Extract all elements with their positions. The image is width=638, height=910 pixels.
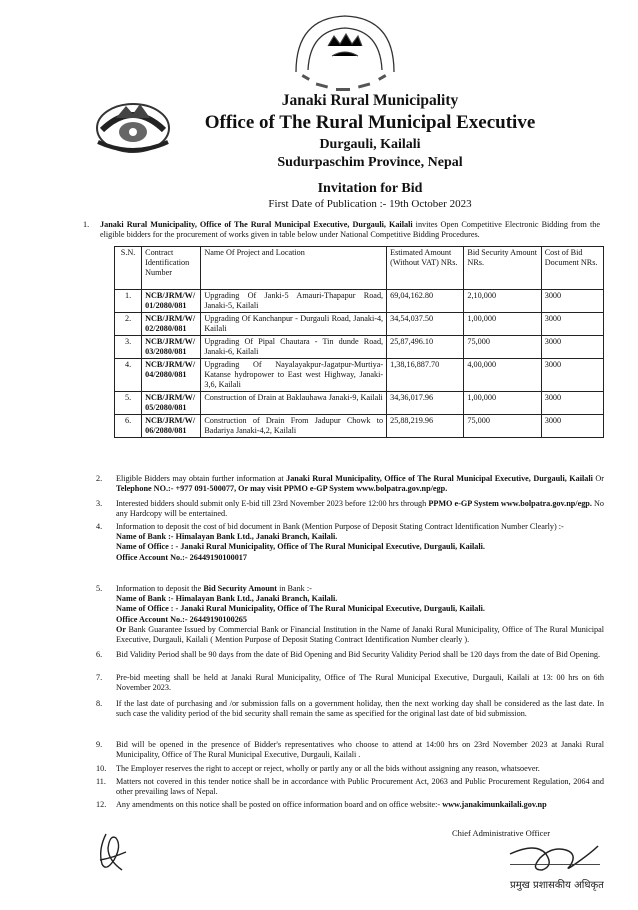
item-number: 12. bbox=[96, 800, 107, 809]
item-text: www.janakimunkailali.gov.np bbox=[442, 800, 547, 809]
header-bid-security: Bid Security Amount NRs. bbox=[464, 247, 541, 290]
item-text: Name of Bank :- Himalayan Bank Ltd., Janaki Branch, Kailali. bbox=[116, 532, 338, 542]
notice-item-2 bbox=[96, 474, 604, 494]
item-number: 3. bbox=[96, 499, 103, 508]
table-row bbox=[115, 415, 604, 438]
cell-sn: 5. bbox=[115, 392, 142, 415]
office-location: Durgauli, Kailali bbox=[319, 137, 421, 152]
cell-contract-id: NCB/JRM/W/ 02/2080/081 bbox=[142, 313, 201, 336]
item-text: Bid Security Amount bbox=[203, 584, 278, 593]
cell-contract-id: NCB/JRM/W/ 04/2080/081 bbox=[142, 359, 201, 392]
table-row bbox=[115, 313, 604, 336]
notice-item-6 bbox=[96, 650, 604, 660]
header-contract-id: Contract Identification Number bbox=[142, 247, 201, 290]
item-number: 10. bbox=[96, 764, 107, 773]
item-text: If the last date of purchasing and /or submission falls on a government holiday, then the next working day shall be considered as the last date. In such case the validity period of the bid security shall remain the same as specified for the original last date of bid submission. bbox=[116, 699, 604, 719]
notice-item-5 bbox=[96, 584, 604, 645]
table-row bbox=[115, 290, 604, 313]
notice-title: Invitation for Bid bbox=[317, 181, 423, 196]
item-text: Name of Office : - Janaki Rural Municipality, Office of The Rural Municipal Executive, Durgauli, Kailali. bbox=[116, 542, 485, 552]
notice-item-9 bbox=[96, 740, 604, 760]
header-project-name: Name Of Project and Location bbox=[201, 247, 387, 290]
publication-date: First Date of Publication :- 19th October 2023 bbox=[268, 198, 472, 210]
item-text: No any Hardcopy will be entertained. bbox=[116, 499, 604, 519]
header-document-cost: Cost of Bid Document NRs. bbox=[541, 247, 603, 290]
officer-signature-stamp bbox=[506, 840, 610, 892]
cell-sn: 1. bbox=[115, 290, 142, 313]
cell-estimated-amount: 25,88,219.96 bbox=[387, 415, 464, 438]
designation: Chief Administrative Officer bbox=[452, 828, 551, 838]
cell-document-cost: 3000 bbox=[541, 392, 603, 415]
item-text: Or bbox=[116, 624, 127, 634]
item-text: Bid Validity Period shall be 90 days from the date of Bid Opening and Bid Security Validity Period shall be 120 days from the date of Bid Opening. bbox=[116, 650, 601, 659]
office-seal-stamp-icon bbox=[282, 6, 408, 106]
item-text: Name of Office : - Janaki Rural Municipality, Office of The Rural Municipal Executive, Durgauli, Kailali. bbox=[116, 604, 485, 614]
cell-estimated-amount: 25,87,496.10 bbox=[387, 336, 464, 359]
handwritten-initial-signature bbox=[92, 830, 134, 876]
cell-project-name: Upgrading Of Nayalayakpur-Jagatpur-Murtiya-Katanse hydropower to East west Highway, Janaki-3,6, Kailali bbox=[201, 359, 387, 392]
table-row bbox=[115, 359, 604, 392]
cell-bid-security: 4,00,000 bbox=[464, 359, 541, 392]
cell-document-cost: 3000 bbox=[541, 336, 603, 359]
item-text: Information to deposit the bbox=[116, 584, 204, 593]
item-number: 9. bbox=[96, 740, 103, 749]
office-name: Office of The Rural Municipal Executive bbox=[204, 112, 536, 133]
item-text: Eligible Bidders may obtain further information at bbox=[116, 474, 287, 483]
table-row bbox=[115, 336, 604, 359]
cell-sn: 2. bbox=[115, 313, 142, 336]
item-text: Office Account No.:- 26449190100017 bbox=[116, 552, 247, 562]
cell-document-cost: 3000 bbox=[541, 290, 603, 313]
item-text: Name of Bank :- Himalayan Bank Ltd., Janaki Branch, Kailali. bbox=[116, 594, 338, 604]
item-number: 4. bbox=[96, 522, 103, 531]
item-text: Janaki Rural Municipality, Office of The Rural Municipal Executive, Durgauli, Kailali bbox=[286, 474, 593, 483]
cell-project-name: Upgrading Of Janki-5 Amauri-Thapapur Road, Janaki-5, Kailali bbox=[201, 290, 387, 313]
table-header-row bbox=[115, 247, 604, 290]
cell-contract-id: NCB/JRM/W/ 01/2080/081 bbox=[142, 290, 201, 313]
item-text: Office Account No.:- 26449190100265 bbox=[116, 614, 247, 624]
cell-document-cost: 3000 bbox=[541, 313, 603, 336]
item-number: 7. bbox=[96, 673, 103, 682]
cell-document-cost: 3000 bbox=[541, 415, 603, 438]
item-text: Any amendments on this notice shall be posted on office information board and on office website:- bbox=[116, 800, 443, 809]
cell-bid-security: 1,00,000 bbox=[464, 392, 541, 415]
cell-estimated-amount: 1,38,16,887.70 bbox=[387, 359, 464, 392]
notice-item-3 bbox=[96, 499, 604, 519]
item-text: Bank Guarantee Issued by Commercial Bank or Financial Institution in the Name of Janaki Rural Municipality, Office of The Rural Municipal Executive, Durgauli, Kailali ( Mention Purpose of Deposit Stating Contract Identification Number clearly ). bbox=[116, 624, 604, 645]
item-number: 11. bbox=[96, 777, 106, 786]
municipality-name: Janaki Rural Municipality bbox=[281, 92, 459, 109]
cell-document-cost: 3000 bbox=[541, 359, 603, 392]
item-text: Telephone NO.:- +977 091-500077, Or may visit PPMO e-GP System www.bolpatra.gov.np/egp. bbox=[116, 484, 448, 494]
paragraph-1-bold: Janaki Rural Municipality, Office of The Rural Municipal Executive, Durgauli, Kailali bbox=[100, 220, 413, 229]
cell-estimated-amount: 34,54,037.50 bbox=[387, 313, 464, 336]
cell-contract-id: NCB/JRM/W/ 05/2080/081 bbox=[142, 392, 201, 415]
cell-project-name: Upgrading Of Kanchanpur - Durgauli Road, Janaki-4, Kailali bbox=[201, 313, 387, 336]
item-text: Pre-bid meeting shall be held at Janaki Rural Municipality, Office of The Rural Municipal Executive, Durgauli, Kailali at 13: 00 hrs on 6th November 2023. bbox=[116, 673, 604, 693]
notice-item-10 bbox=[96, 764, 604, 774]
item-number: 5. bbox=[96, 584, 103, 593]
cell-contract-id: NCB/JRM/W/ 03/2080/081 bbox=[142, 336, 201, 359]
cell-contract-id: NCB/JRM/W/ 06/2080/081 bbox=[142, 415, 201, 438]
item-number: 6. bbox=[96, 650, 103, 659]
item-text: Interested bidders should submit only E-bid till 23rd November 2023 before 12:00 hrs through bbox=[116, 499, 429, 508]
works-table bbox=[114, 246, 604, 438]
item-number: 1. bbox=[83, 220, 90, 229]
item-text: Bid will be opened in the presence of Bidder's representatives who choose to attend at 14:00 hrs on 23rd November 2023 at Janaki Rural Municipality, Office of The Rural Municipal Executive, Durgauli, Kailali . bbox=[116, 740, 604, 760]
notice-item-4 bbox=[96, 522, 604, 563]
cell-bid-security: 75,000 bbox=[464, 336, 541, 359]
item-number: 8. bbox=[96, 699, 103, 708]
cell-sn: 3. bbox=[115, 336, 142, 359]
cell-sn: 4. bbox=[115, 359, 142, 392]
item-text: Information to deposit the cost of bid document in Bank (Mention Purpose of Deposit Stating Contract Identification Number Clearly) :- bbox=[116, 522, 564, 531]
cell-bid-security: 2,10,000 bbox=[464, 290, 541, 313]
notice-item-12 bbox=[96, 800, 604, 810]
table-row bbox=[115, 392, 604, 415]
item-text: Matters not covered in this tender notice shall be in accordance with Public Procurement Act, 2063 and Public Procurement Regulation, 2064 and other prevailing laws of Nepal. bbox=[116, 777, 604, 797]
cell-project-name: Construction of Drain at Baklauhawa Janaki-9, Kailali bbox=[201, 392, 387, 415]
notice-item-7 bbox=[96, 673, 604, 693]
item-text: PPMO e-GP System www.bolpatra.gov.np/egp. bbox=[428, 499, 592, 508]
header-estimated-amount: Estimated Amount (Without VAT) NRs. bbox=[387, 247, 464, 290]
cell-sn: 6. bbox=[115, 415, 142, 438]
header-sn: S.N. bbox=[115, 247, 142, 290]
item-text: The Employer reserves the right to accept or reject, wholly or partly any or all the bids without assigning any reason, whatsoever. bbox=[116, 764, 540, 773]
stamp-text: प्रमुख प्रशासकीय अधिकृत bbox=[510, 880, 604, 891]
notice-item-8 bbox=[96, 699, 604, 719]
cell-bid-security: 75,000 bbox=[464, 415, 541, 438]
paragraph-1 bbox=[83, 220, 600, 240]
cell-project-name: Construction of Drain From Jadupur Chowk to Badariya Janaki-4,2, Kailali bbox=[201, 415, 387, 438]
item-text: in Bank :- bbox=[277, 584, 312, 593]
cell-estimated-amount: 34,36,017.96 bbox=[387, 392, 464, 415]
cell-bid-security: 1,00,000 bbox=[464, 313, 541, 336]
cell-estimated-amount: 69,04,162.80 bbox=[387, 290, 464, 313]
paragraph-1-text: invites Open Competitive Electronic Bidding from the eligible bidders for the procurement of works given in table below under National Competitive Bidding Procedures. bbox=[100, 220, 600, 240]
item-text: Or bbox=[592, 474, 604, 483]
cell-project-name: Upgrading Of Pipal Chautara - Tin dunde Road, Janaki-6, Kailali bbox=[201, 336, 387, 359]
province-name: Sudurpaschim Province, Nepal bbox=[277, 155, 463, 170]
item-number: 2. bbox=[96, 474, 103, 483]
notice-item-11 bbox=[96, 777, 604, 797]
